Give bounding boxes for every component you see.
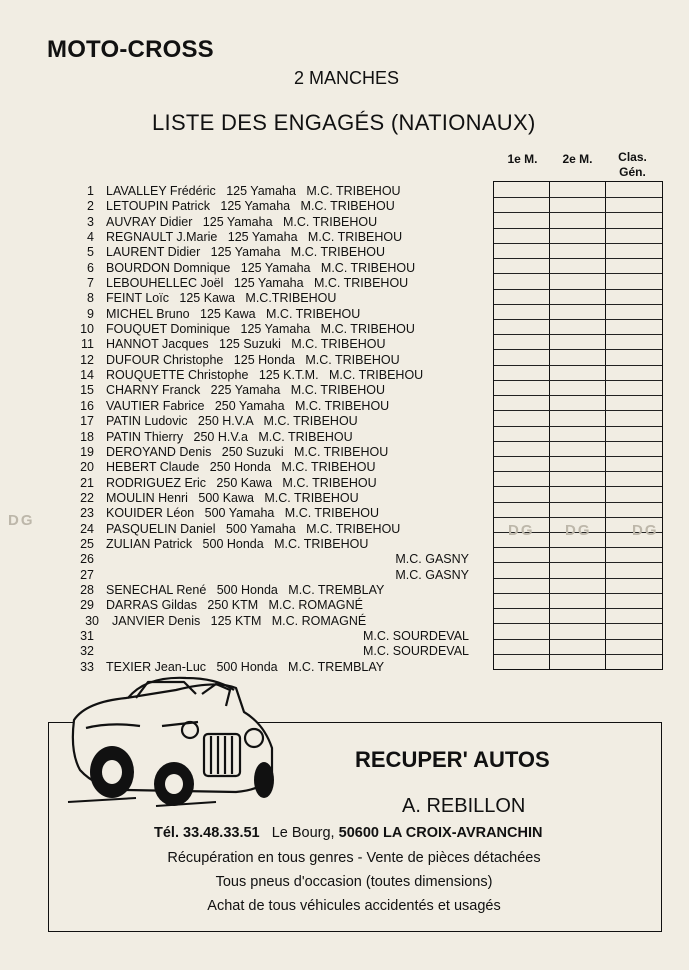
entry-number: 33 (80, 659, 94, 674)
entry-row (0, 506, 489, 521)
advertiser-phone: Tél. 33.48.33.51 (154, 825, 260, 841)
advert-line: Tous pneus d'occasion (toutes dimensions) (215, 874, 493, 890)
entry-number: 30 (85, 613, 99, 628)
entry-number: 27 (80, 567, 94, 582)
entry-number: 16 (80, 398, 94, 413)
entry-number: 20 (80, 460, 94, 475)
entry-number: 32 (80, 644, 94, 659)
entry-number: 31 (80, 628, 94, 643)
grid-row-line (494, 319, 662, 320)
entry-pilot: MICHEL Bruno 125 Kawa M.C. TRIBEHOU (106, 306, 361, 321)
car-illustration-icon (66, 672, 280, 812)
entry-club: M.C. GASNY (395, 567, 469, 582)
entry-row (0, 230, 489, 245)
results-grid (493, 181, 663, 670)
entry-number: 12 (80, 352, 94, 367)
grid-row-line (494, 486, 662, 487)
entry-club: M.C. SOURDEVAL (362, 644, 469, 659)
entry-pilot: SENECHAL René 500 Honda M.C. TREMBLAY (106, 582, 385, 597)
entry-pilot: PASQUELIN Daniel 500 Yamaha M.C. TRIBEHOU (106, 521, 401, 536)
entry-row (0, 245, 489, 260)
entry-pilot: LEBOUHELLEC Joël 125 Yamaha M.C. TRIBEHOU (106, 276, 409, 291)
entry-row (0, 598, 489, 613)
grid-row-line (494, 426, 662, 427)
entry-row (0, 460, 489, 475)
entry-pilot: DARRAS Gildas 250 KTM M.C. ROMAGNÉ (106, 598, 363, 613)
entry-row (0, 414, 489, 429)
entry-row (0, 368, 489, 383)
entry-number: 2 (87, 199, 94, 214)
entry-pilot: PATIN Ludovic 250 H.V.A M.C. TRIBEHOU (106, 414, 358, 429)
watermark-logo: DG (632, 522, 659, 539)
grid-row-line (494, 212, 662, 213)
entry-row (0, 629, 489, 644)
grid-row-line (494, 654, 662, 655)
entry-pilot: ROUQUETTE Christophe 125 K.T.M. M.C. TRIBEHOU (106, 368, 424, 383)
entry-number: 29 (80, 598, 94, 613)
entry-pilot: LAURENT Didier 125 Yamaha M.C. TRIBEHOU (106, 245, 386, 260)
entry-pilot: TEXIER Jean-Luc 500 Honda M.C. TREMBLAY (106, 659, 385, 674)
column-header-class-line1: Clas. (618, 150, 647, 164)
advertiser-address: Le Bourg, (271, 825, 335, 841)
entry-number: 18 (80, 429, 94, 444)
entry-number: 1 (87, 184, 94, 198)
entry-row (0, 307, 489, 322)
entry-pilot: JANVIER Denis 125 KTM M.C. ROMAGNÉ (112, 613, 367, 628)
entry-row (0, 537, 489, 552)
entry-row (0, 399, 489, 414)
grid-row-line (494, 349, 662, 350)
entry-number: 7 (87, 276, 94, 291)
entry-row (0, 568, 489, 583)
grid-row-line (494, 334, 662, 335)
advertiser-contact (154, 825, 542, 841)
entry-pilot: DUFOUR Christophe 125 Honda M.C. TRIBEHOU (106, 352, 400, 367)
entry-number: 17 (80, 414, 94, 429)
entry-pilot: MOULIN Henri 500 Kawa M.C. TRIBEHOU (106, 490, 359, 505)
entry-row (0, 476, 489, 491)
grid-row-line (494, 380, 662, 381)
entry-number: 8 (87, 291, 94, 306)
entry-pilot: RODRIGUEZ Eric 250 Kawa M.C. TRIBEHOU (106, 475, 377, 490)
entry-pilot: ZULIAN Patrick 500 Honda M.C. TRIBEHOU (106, 536, 369, 551)
entry-row (0, 445, 489, 460)
grid-row-line (494, 365, 662, 366)
grid-row-line (494, 593, 662, 594)
entry-pilot: REGNAULT J.Marie 125 Yamaha M.C. TRIBEHOU (106, 230, 403, 245)
grid-row-line (494, 243, 662, 244)
advertiser-owner: A. REBILLON (402, 795, 526, 817)
entry-number: 4 (87, 230, 94, 245)
entry-row (0, 644, 489, 659)
entry-number: 11 (81, 337, 94, 352)
entry-pilot: HEBERT Claude 250 Honda M.C. TRIBEHOU (106, 460, 376, 475)
entry-row (0, 383, 489, 398)
entry-pilot: FOUQUET Dominique 125 Yamaha M.C. TRIBEHOU (106, 322, 415, 337)
grid-row-line (494, 304, 662, 305)
entry-number: 3 (87, 214, 94, 229)
entry-number: 9 (87, 306, 94, 321)
entry-row (0, 215, 489, 230)
entry-pilot: CHARNY Franck 225 Yamaha M.C. TRIBEHOU (106, 383, 386, 398)
grid-row-line (494, 258, 662, 259)
entry-pilot: KOUIDER Léon 500 Yamaha M.C. TRIBEHOU (106, 506, 380, 521)
advertiser-postcode-town: 50600 LA CROIX-AVRANCHIN (338, 825, 543, 841)
entry-row (0, 184, 489, 199)
entry-row (0, 522, 489, 537)
entry-number: 28 (80, 582, 94, 597)
entry-pilot: AUVRAY Didier 125 Yamaha M.C. TRIBEHOU (106, 214, 378, 229)
subtitle: 2 MANCHES (294, 68, 400, 88)
column-header-race2: 2e M. (562, 152, 593, 166)
entry-number: 14 (80, 368, 94, 383)
entry-row (0, 614, 489, 629)
entry-number: 24 (80, 521, 94, 536)
entry-row (0, 291, 489, 306)
entry-pilot: LETOUPIN Patrick 125 Yamaha M.C. TRIBEHOU (106, 199, 395, 214)
entry-row (0, 261, 489, 276)
entry-row (0, 430, 489, 445)
entry-pilot: VAUTIER Fabrice 250 Yamaha M.C. TRIBEHOU (106, 398, 390, 413)
entry-row (0, 276, 489, 291)
entry-row (0, 491, 489, 506)
entry-number: 15 (80, 383, 94, 398)
entry-number: 22 (80, 490, 94, 505)
grid-row-line (494, 197, 662, 198)
watermark-logo: DG (8, 512, 35, 529)
advertiser-company: RECUPER' AUTOS (355, 747, 550, 772)
entry-number: 6 (87, 260, 94, 275)
grid-row-line (494, 639, 662, 640)
entry-number: 19 (80, 444, 94, 459)
page-title: MOTO-CROSS (47, 36, 214, 63)
advert-line: Récupération en tous genres - Vente de pièces détachées (167, 850, 541, 866)
entry-number: 26 (80, 552, 94, 567)
entry-club: M.C. SOURDEVAL (362, 628, 469, 643)
entry-row (0, 552, 489, 567)
column-header-class-line2: Gén. (619, 165, 646, 179)
grid-row-line (494, 547, 662, 548)
grid-row-line (494, 623, 662, 624)
grid-row-line (494, 471, 662, 472)
grid-row-line (494, 273, 662, 274)
grid-row-line (494, 228, 662, 229)
entry-club: M.C. GASNY (395, 552, 469, 567)
entry-pilot: BOURDON Domnique 125 Yamaha M.C. TRIBEHOU (106, 260, 416, 275)
grid-row-line (494, 502, 662, 503)
entry-number: 10 (80, 322, 94, 337)
grid-row-line (494, 441, 662, 442)
grid-row-line (494, 517, 662, 518)
entry-number: 5 (87, 245, 94, 260)
entry-row (0, 583, 489, 598)
list-title: LISTE DES ENGAGÉS (NATIONAUX) (152, 110, 536, 135)
entry-pilot: FEINT Loïc 125 Kawa M.C.TRIBEHOU (106, 291, 337, 306)
watermark-logo: DG (508, 522, 535, 539)
entry-row (0, 199, 489, 214)
grid-row-line (494, 395, 662, 396)
entry-pilot: LAVALLEY Frédéric 125 Yamaha M.C. TRIBEHOU (106, 184, 401, 198)
entry-pilot: DEROYAND Denis 250 Suzuki M.C. TRIBEHOU (106, 444, 389, 459)
entry-pilot: HANNOT Jacques 125 Suzuki M.C. TRIBEHOU (106, 337, 386, 352)
column-header-race1: 1e M. (507, 152, 538, 166)
entry-number: 21 (80, 475, 94, 490)
entry-row (0, 322, 489, 337)
entry-pilot: PATIN Thierry 250 H.V.a M.C. TRIBEHOU (106, 429, 353, 444)
grid-row-line (494, 289, 662, 290)
grid-row-line (494, 578, 662, 579)
grid-row-line (494, 562, 662, 563)
entry-row (0, 353, 489, 368)
entry-number: 25 (80, 536, 94, 551)
grid-row-line (494, 456, 662, 457)
column-header-classification (605, 150, 660, 180)
entry-number: 23 (80, 506, 94, 521)
advert-line: Achat de tous véhicules accidentés et usagés (207, 898, 501, 914)
watermark-logo: DG (565, 522, 592, 539)
grid-row-line (494, 410, 662, 411)
entry-list (0, 184, 489, 675)
entry-row (0, 337, 489, 352)
grid-row-line (494, 608, 662, 609)
